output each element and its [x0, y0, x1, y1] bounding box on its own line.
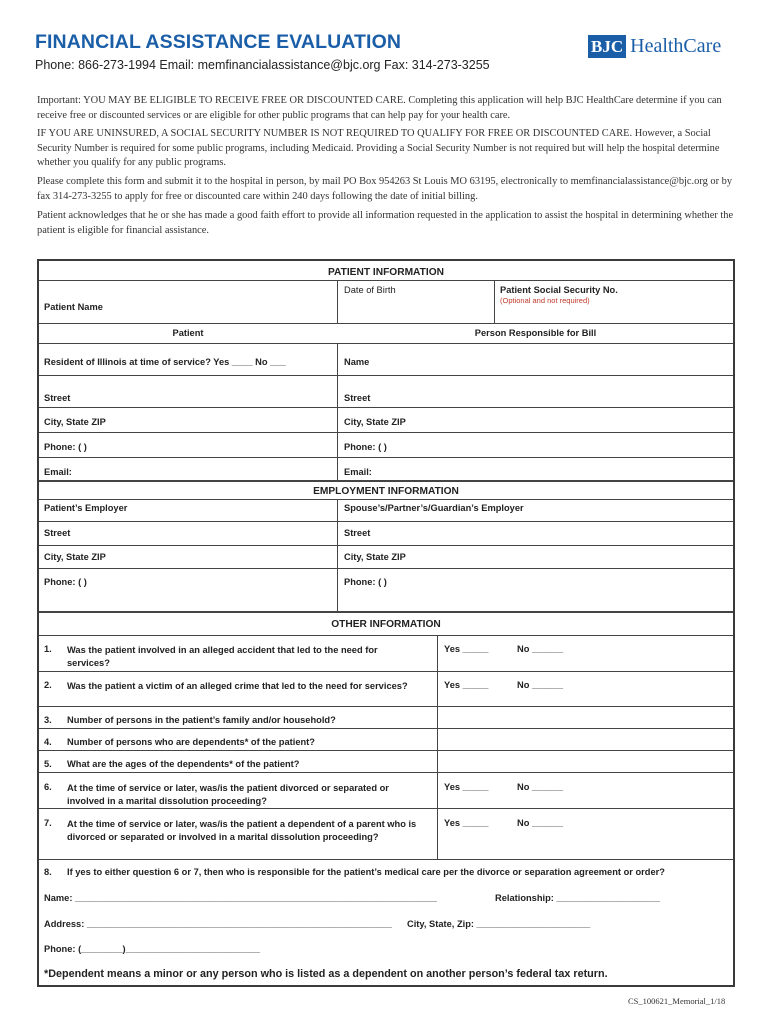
patient-name-field[interactable]: Patient Name [44, 302, 103, 312]
spouse-employer-field[interactable]: Spouse’s/Partner’s/Guardian’s Employer [344, 503, 524, 513]
employer-phone-field[interactable]: Phone: ( ) [44, 577, 87, 587]
question-2: Was the patient a victim of an alleged crime that led to the need for services? [67, 681, 408, 691]
intro-uninsured: IF YOU ARE UNINSURED, A SOCIAL SECURITY NUMBER IS NOT REQUIRED TO QUALIFY FOR FREE OR DISCOUNTED CARE. However, a Social Security Number is required for some public programs, including Medicaid. Providing a Social Security Number is not required but will help the hospital determine whether you qualify for any public programs. [37, 128, 720, 168]
city-state-zip-line[interactable]: City, State, Zip: ______________________ [407, 919, 591, 929]
question-number: 6. [44, 782, 52, 792]
patient-email-field[interactable]: Email: [44, 467, 72, 477]
patient-city-state-zip-field[interactable]: City, State ZIP [44, 417, 106, 427]
question-5: What are the ages of the dependents* of the patient? [67, 759, 300, 769]
question-1: Was the patient involved in an alleged accident that led to the need for services? [67, 645, 378, 668]
illinois-resident-field[interactable]: Resident of Illinois at time of service? Yes ____ No ___ [44, 357, 286, 367]
responsible-city-state-zip-field[interactable]: City, State ZIP [344, 417, 406, 427]
date-of-birth-field[interactable]: Date of Birth [344, 285, 396, 295]
phone-line[interactable]: Phone: (________)__________________________ [44, 944, 261, 954]
q6-yes-field[interactable]: Yes _____ [444, 782, 489, 792]
question-number: 8. [44, 867, 52, 877]
question-8: If yes to either question 6 or 7, then who is responsible for the patient’s medical care per the divorce or separation agreement or order? [67, 867, 665, 877]
responsible-name-line[interactable]: Name: ______________________________________________________________________ [44, 893, 437, 903]
ssn-field[interactable]: Patient Social Security No. [500, 285, 618, 295]
responsible-email-field[interactable]: Email: [344, 467, 372, 477]
q2-yes-field[interactable]: Yes _____ [444, 680, 489, 690]
question-number: 1. [44, 644, 52, 654]
intro-important: Important: YOU MAY BE ELIGIBLE TO RECEIVE FREE OR DISCOUNTED CARE. Completing this application will help BJC HealthCare determine if you can receive free or discounted services or are eligible for other public programs that can help pay for your health care. [37, 95, 722, 121]
patient-phone-field[interactable]: Phone: ( ) [44, 442, 87, 452]
logo-text: HealthCare [630, 34, 722, 57]
contact-info: Phone: 866-273-1994 Email: memfinancialassistance@bjc.org Fax: 314-273-3255 [35, 58, 490, 72]
q7-yes-field[interactable]: Yes _____ [444, 818, 489, 828]
question-number: 3. [44, 715, 52, 725]
q2-no-field[interactable]: No ______ [517, 680, 563, 690]
question-6: At the time of service or later, was/is the patient divorced or separated or involved in a marital dissolution proceeding? [67, 783, 389, 806]
responsible-street-field[interactable]: Street [344, 393, 371, 403]
q6-no-field[interactable]: No ______ [517, 782, 563, 792]
spouse-employer-city-state-zip-field[interactable]: City, State ZIP [344, 552, 406, 562]
section-patient-information: PATIENT INFORMATION [327, 267, 444, 278]
bjc-logo [588, 34, 721, 58]
section-employment-information: EMPLOYMENT INFORMATION [313, 486, 459, 497]
column-person-responsible: Person Responsible for Bill [474, 328, 597, 338]
question-number: 4. [44, 737, 52, 747]
q7-no-field[interactable]: No ______ [517, 818, 563, 828]
logo-mark: BJC [588, 35, 626, 58]
question-number: 7. [44, 818, 52, 828]
q1-no-field[interactable]: No ______ [517, 644, 563, 654]
question-4: Number of persons who are dependents* of the patient? [67, 737, 315, 747]
intro-submit: Please complete this form and submit it to the hospital in person, by mail PO Box 954263 St Louis MO 63195, electronically to memfinancialassistance@bjc.org or by fax 314-273-3255 to apply for free or discounted care within 240 days following the date of initial billing. [37, 176, 733, 202]
patient-street-field[interactable]: Street [44, 393, 71, 403]
responsible-name-field[interactable]: Name [344, 357, 370, 367]
column-patient: Patient [172, 328, 204, 338]
page-title: FINANCIAL ASSISTANCE EVALUATION [35, 31, 402, 53]
question-3: Number of persons in the patient’s family and/or household? [67, 715, 336, 725]
spouse-employer-phone-field[interactable]: Phone: ( ) [344, 577, 387, 587]
question-7: At the time of service or later, was/is the patient a dependent of a parent who is divorced or separated or involved in a marital dissolution proceeding? [67, 819, 417, 842]
spouse-employer-street-field[interactable]: Street [344, 528, 371, 538]
employer-city-state-zip-field[interactable]: City, State ZIP [44, 552, 106, 562]
dependent-footnote: *Dependent means a minor or any person who is listed as a dependent on another person’s federal tax return. [44, 968, 608, 980]
relationship-line[interactable]: Relationship: ____________________ [495, 893, 660, 903]
question-number: 5. [44, 759, 52, 769]
form-code: CS_100621_Memorial_1/18 [628, 996, 726, 1006]
question-number: 2. [44, 680, 52, 690]
intro-acknowledge: Patient acknowledges that he or she has made a good faith effort to provide all information requested in the application to assist the hospital in determining whether the patient is eligible for financial assistance. [37, 210, 734, 236]
address-line[interactable]: Address: ___________________________________________________________ [44, 919, 392, 929]
responsible-phone-field[interactable]: Phone: ( ) [344, 442, 387, 452]
employer-street-field[interactable]: Street [44, 528, 71, 538]
patient-employer-field[interactable]: Patient’s Employer [44, 503, 128, 513]
ssn-optional-note: (Optional and not required) [500, 296, 590, 305]
q1-yes-field[interactable]: Yes _____ [444, 644, 489, 654]
evaluation-form [37, 259, 735, 987]
section-other-information: OTHER INFORMATION [331, 619, 441, 630]
